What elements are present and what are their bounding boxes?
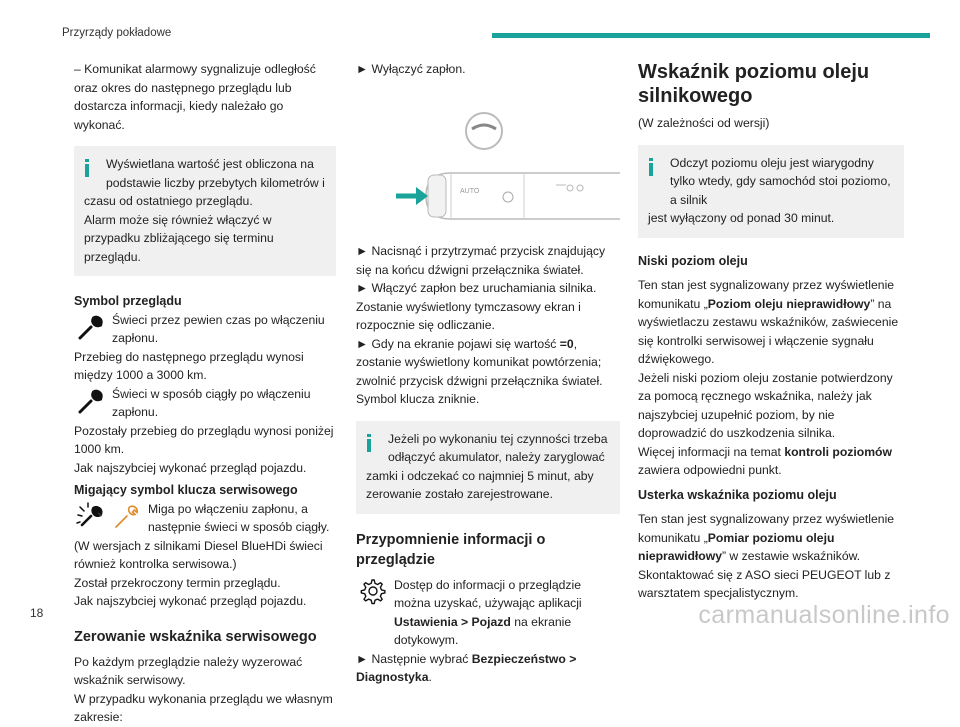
section-heading: Niski poziom oleju <box>638 253 748 268</box>
info-icon <box>367 434 371 452</box>
paragraph: Pozostały przebieg do przeglądu wynosi poniżej 1000 km. <box>74 423 334 456</box>
symbol-description: Świeci przez pewien czas po włączeniu zapłonu. <box>112 312 325 345</box>
column-left <box>74 60 336 727</box>
wrench-outline-icon <box>110 500 142 532</box>
header-accent-bar <box>492 33 930 38</box>
column-middle <box>356 60 620 687</box>
symbol-description: Miga po włączeniu zapłonu, a następnie świeci w sposób ciągły. <box>148 501 330 534</box>
info-text: Alarm może się również włączyć w przypadku zbliżającego się terminu przeglądu. <box>84 212 274 264</box>
info-text: czasu od ostatniego przeglądu. <box>84 194 253 208</box>
page-number: 18 <box>30 606 44 620</box>
watermark: carmanualsonline.info <box>698 601 950 629</box>
column-right <box>638 60 904 603</box>
symbol-row <box>74 385 336 422</box>
wrench-icon <box>74 385 106 417</box>
info-icon <box>649 158 653 176</box>
section-heading: Migający symbol klucza serwisowego <box>74 483 298 497</box>
symbol-description: Świeci w sposób ciągły po włączeniu zapłonu. <box>112 386 311 419</box>
instruction-step: ► Nacisnąć i przytrzymać przycisk znajdujący się na końcu dźwigni przełącznika świateł. <box>356 244 606 277</box>
instruction-step: ► Włączyć zapłon bez uruchamiania silnika. <box>356 281 597 295</box>
info-text: Jeżeli po wykonaniu tej czynności trzeba odłączyć akumulator, należy zaryglować <box>388 431 608 464</box>
instruction-step: ► Gdy na ekranie pojawi się wartość =0, zostanie wyświetlony komunikat powtórzenia; zwolnić przycisk dźwigni przełącznika świateł. Symbol klucza zniknie. <box>356 336 603 406</box>
section-heading: Usterka wskaźnika poziomu oleju <box>638 487 837 502</box>
paragraph: Jak najszybciej wykonać przegląd pojazdu. <box>74 460 307 475</box>
info-box <box>638 145 904 238</box>
instruction-step: ► Następnie wybrać Bezpieczeństwo > Diagnostyka. <box>356 651 577 684</box>
page-title: Wskaźnik poziomu oleju silnikowego <box>638 61 870 107</box>
version-note: (W zależności od wersji) <box>638 116 770 130</box>
reminder-row <box>356 576 620 650</box>
light-switch-lever-illustration <box>356 101 620 221</box>
running-header: Przyrządy pokładowe <box>62 27 172 39</box>
intro-paragraph: – Komunikat alarmowy sygnalizuje odległość oraz okres do następnego przeglądu lub dostarcza informacji, kiedy należało go wykonać. <box>74 62 316 132</box>
section-heading: Zerowanie wskaźnika serwisowego <box>74 628 317 645</box>
info-text: jest wyłączony od ponad 30 minut. <box>648 211 835 225</box>
paragraph: Został przekroczony termin przeglądu. <box>74 575 281 590</box>
paragraph: Jak najszybciej wykonać przegląd pojazdu. <box>74 594 307 608</box>
paragraph: W przypadku wykonania przeglądu we własnym zakresie: <box>74 691 333 724</box>
section-heading: Przypomnienie informacji o przeglądzie <box>356 531 546 568</box>
reminder-text: Dostęp do informacji o przeglądzie można uzyskać, używając aplikacji Ustawienia > Pojazd na ekranie dotykowym. <box>394 577 582 647</box>
symbol-row <box>74 500 336 537</box>
section-heading: Symbol przeglądu <box>74 294 182 308</box>
blinking-wrench-icon <box>74 500 106 532</box>
info-text: Odczyt poziomu oleju jest wiarygodny tylko wtedy, gdy samochód stoi poziomo, a silnik <box>670 155 891 207</box>
gear-icon <box>356 576 388 608</box>
paragraph: Zostanie wyświetlony tymczasowy ekran i rozpocznie się odliczanie. <box>356 299 581 332</box>
symbol-row <box>74 311 336 348</box>
paragraph: Przebieg do następnego przeglądu wynosi między 1000 a 3000 km. <box>74 349 304 382</box>
info-box <box>356 421 620 514</box>
instruction-step: ► Wyłączyć zapłon. <box>356 62 466 76</box>
wrench-icon <box>74 311 106 343</box>
paragraph: (W wersjach z silnikami Diesel BlueHDi świeci również kontrolka serwisowa.) <box>74 538 323 571</box>
auto-label: AUTO <box>460 187 480 195</box>
info-box <box>74 146 336 276</box>
paragraph: Jeżeli niski poziom oleju zostanie potwierdzony za pomocą ręcznego wskaźnika, należy jak najszybciej uzupełnić poziom, by nie doprowadzić do uszkodzenia silnika. <box>638 370 893 440</box>
paragraph: Skontaktować się z ASO sieci PEUGEOT lub z warsztatem specjalistycznym. <box>638 567 891 600</box>
paragraph: Po każdym przeglądzie należy wyzerować wskaźnik serwisowy. <box>74 654 303 687</box>
paragraph: Więcej informacji na temat kontroli poziomów zawiera odpowiedni punkt. <box>638 444 892 477</box>
info-icon <box>85 159 89 177</box>
paragraph: Ten stan jest sygnalizowany przez wyświetlenie komunikatu „Poziom oleju nieprawidłowy” na wyświetlaczu zestawu wskaźników, zaświecenie się kontrolki serwisowej i włączenie sygnału dźwiękowego. <box>638 278 899 366</box>
info-text: Wyświetlana wartość jest obliczona na podstawie liczby przebytych kilometrów i <box>106 157 325 190</box>
info-text: zamki i odczekać co najmniej 5 minut, aby zerowanie zostało zarejestrowane. <box>366 468 594 501</box>
paragraph: Ten stan jest sygnalizowany przez wyświetlenie komunikatu „Pomiar poziomu oleju nieprawidłowy” w zestawie wskaźników. <box>638 512 895 563</box>
